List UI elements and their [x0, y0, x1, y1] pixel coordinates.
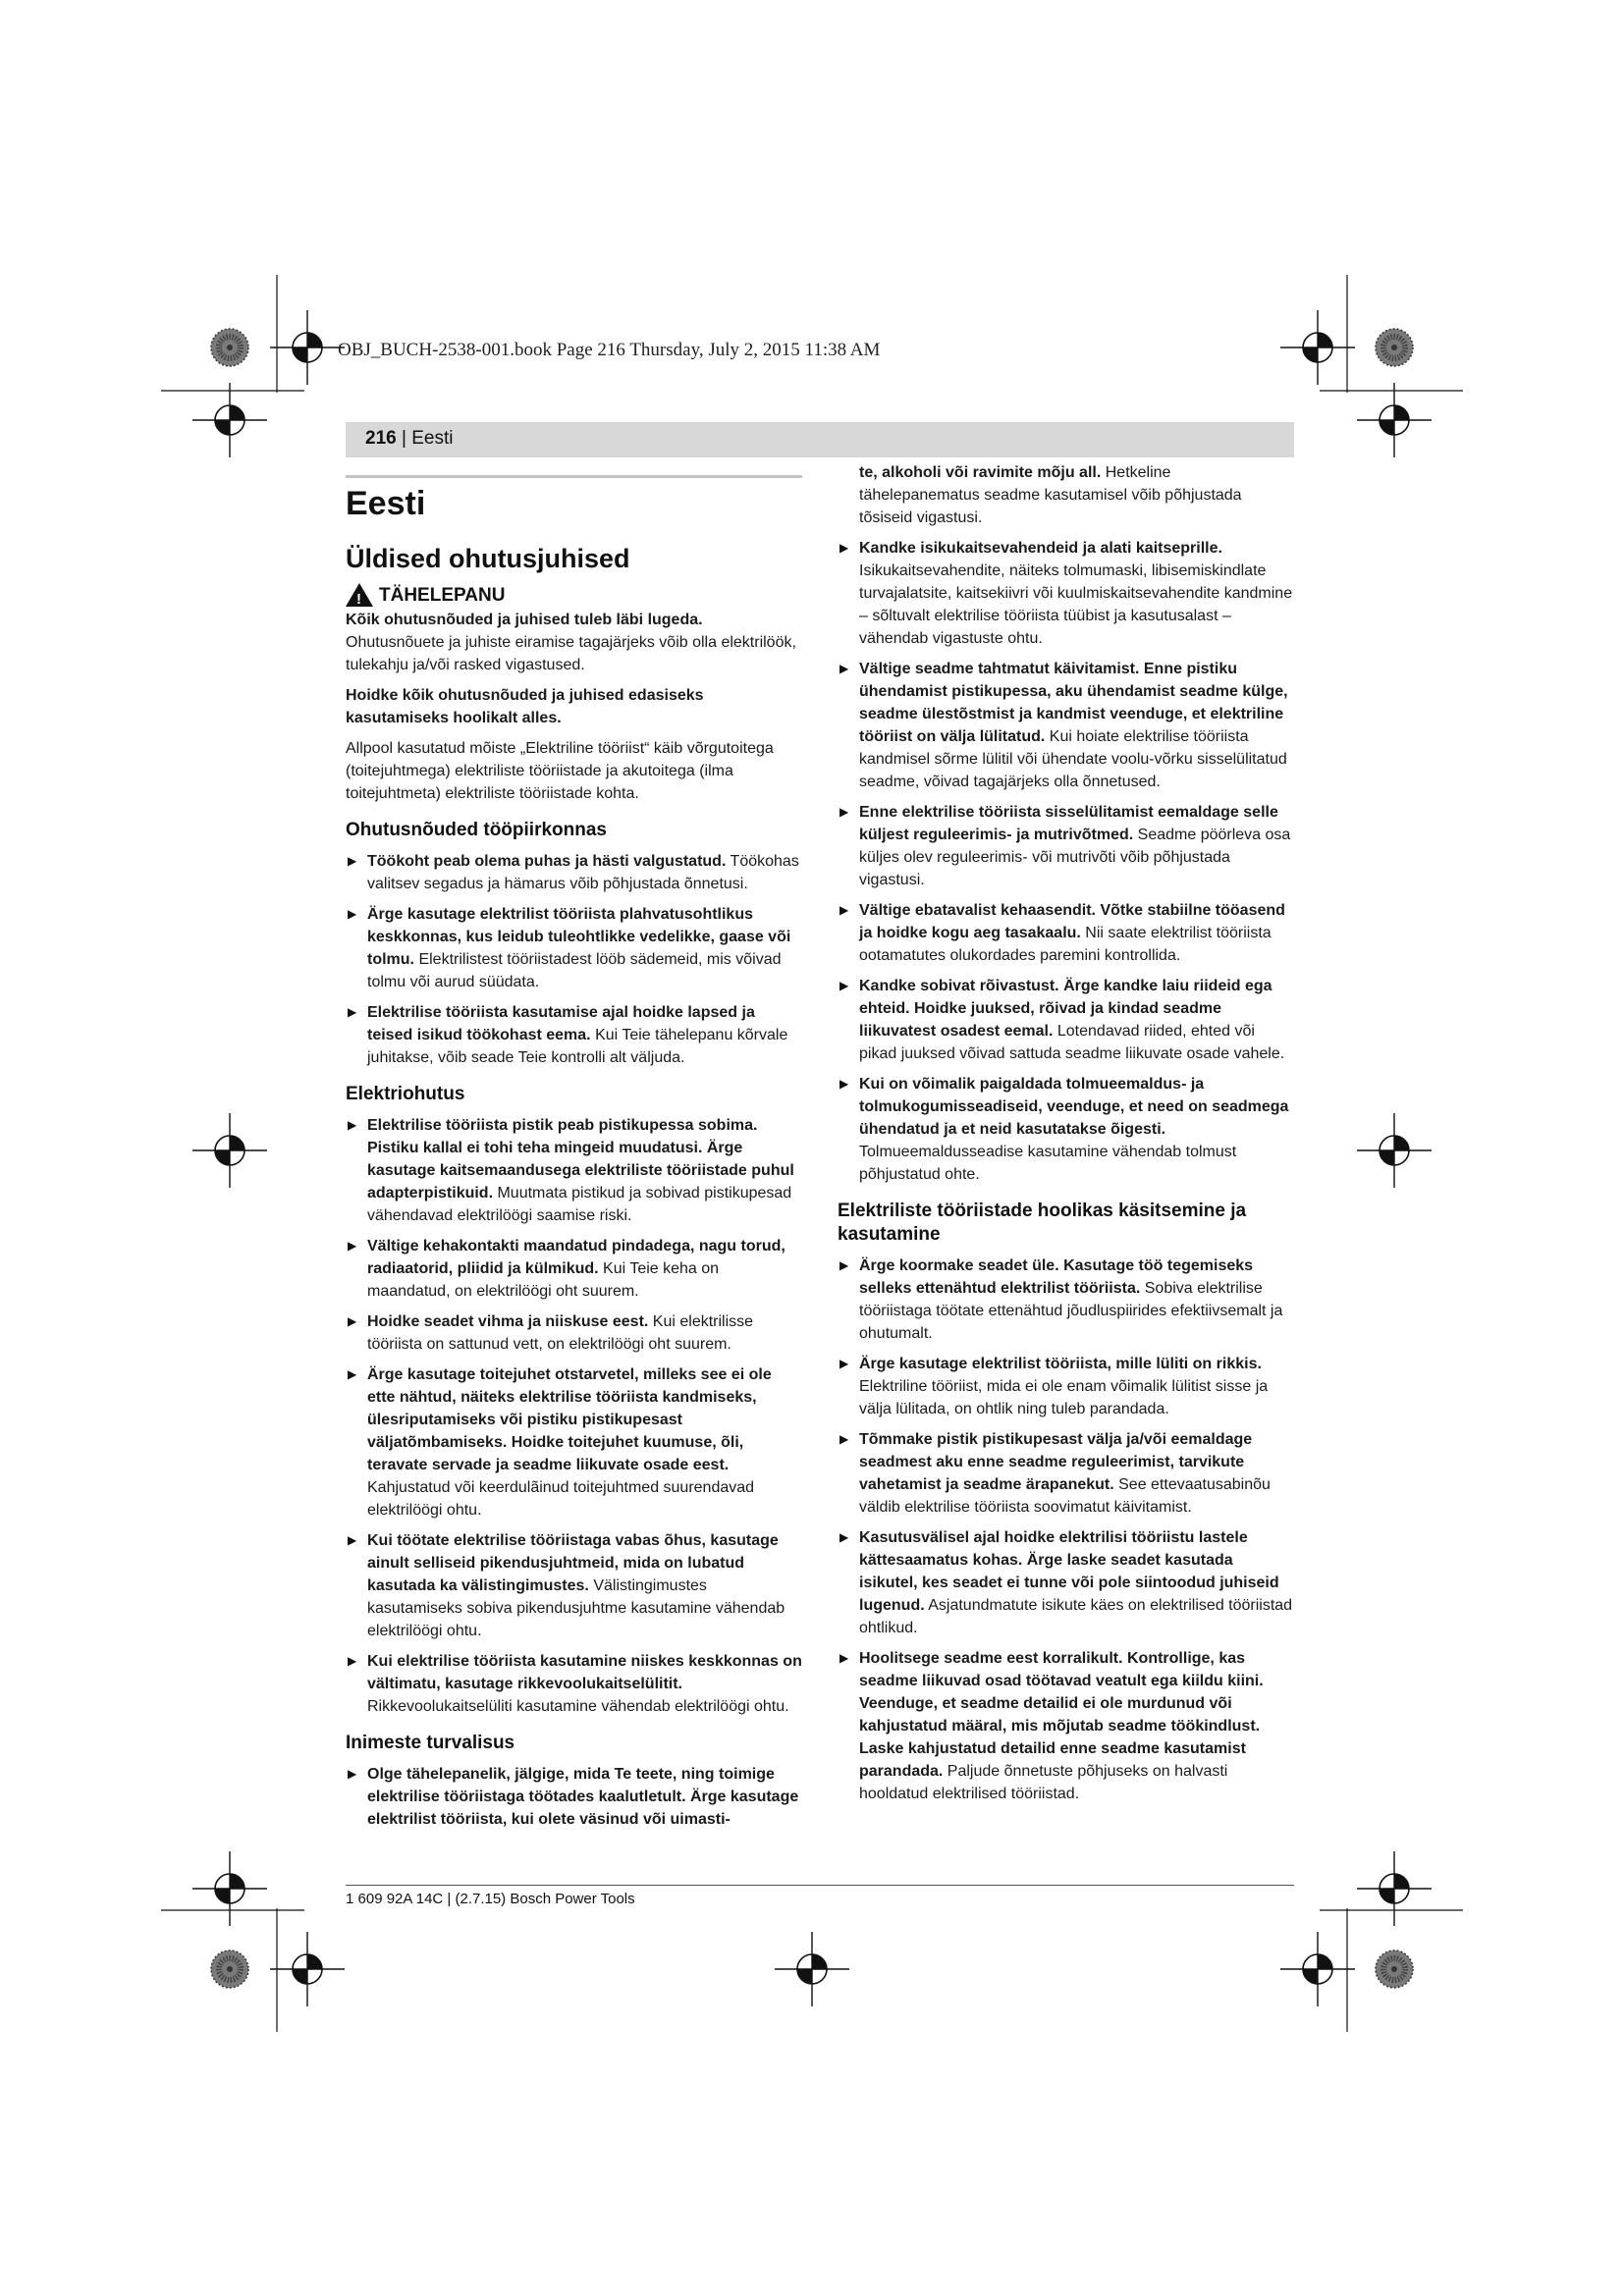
side-mark-left	[192, 1113, 267, 1188]
list-item: ▶ Ärge kasutage elektrilist tööriista plahvatusohtlikus keskkonnas, kus leidub tuleohtlikke vedelikke, gaase või tolmu. Elektrilistest tööriistadest lööb sädemeid, mis võivad tolmu või aurud süüdata.	[346, 903, 803, 993]
list-item: ▶ Kui on võimalik paigaldada tolmueemaldus- ja tolmukogumisseadiseid, veenduge, et need on seadmega ühendatud ja et neid kasutatakse õigesti. Tolmueemaldusseadise kasutamine vähendab tolmust põhjustatud ohte.	[838, 1073, 1295, 1186]
keep-instructions: Hoidke kõik ohutusnõuded ja juhised edasiseks kasutamiseks hoolikalt alles.	[346, 687, 704, 726]
section-heading: Ohutusnõuded tööpiirkonnas	[346, 820, 607, 840]
list-item: ▶ Kandke sobivat rõivastust. Ärge kandke laiu riideid ega ehteid. Hoidke juuksed, rõivad ja kindad seadme liikuvatest osadest eemal. Lotendavad riided, ehted või pikad juuksed võivad sattuda seadme liikuvate osade vahele.	[838, 975, 1295, 1065]
warning-bold: Kõik ohutusnõuded ja juhised tuleb läbi lugeda.	[346, 612, 703, 628]
list-item: ▶ Vältige ebatavalist kehaasendit. Võtke stabiilne tööasend ja hoidke kogu aeg tasakaalu. Nii saate elektrilist tööriista ootamatutes olukordades paremini kontrollida.	[838, 899, 1295, 967]
header-separator: |	[396, 428, 412, 449]
warning-label-box	[346, 583, 505, 607]
page-footer: 1 609 92A 14C | (2.7.15) Bosch Power Tools	[346, 1891, 635, 1907]
warning-block	[346, 581, 803, 607]
footer-rule	[346, 1885, 1294, 1886]
section-heading: Elektriliste tööriistade hoolikas käsitsemine ja kasutamine	[838, 1201, 1247, 1245]
list-item: ▶ Kandke isikukaitsevahendeid ja alati kaitseprille. Isikukaitsevahendite, näiteks tolmumaski, libisemiskindlate turvajalatsite, kaitsekiivri või kuulmiskaitsevahendite kandmine – sõltuvalt elektrilise tööriista tüübist ja kasutusalast – vähendab vigastuste ohtu.	[838, 537, 1295, 650]
warning-triangle-icon: !	[346, 583, 373, 607]
left-column	[346, 471, 803, 1839]
book-file-line: OBJ_BUCH-2538-001.book Page 216 Thursday, July 2, 2015 11:38 AM	[338, 340, 881, 360]
list-item: ▶ Enne elektrilise tööriista sisselülitamist eemaldage selle küljest reguleerimis- ja mutrivõtmed. Seadme pöörleva osa küljes olev reguleerimis- või mutrivõti võib põhjustada vigastusi.	[838, 801, 1295, 891]
section-heading: Inimeste turvalisus	[346, 1733, 515, 1753]
list-item: ▶ Olge tähelepanelik, jälgige, mida Te teete, ning toimige elektrilise tööriistaga töötades kaalutletult. Ärge kasutage elektrilist tööriista, kui olete väsinud või uimasti-	[346, 1763, 803, 1831]
list-item: ▶ Elektrilise tööriista pistik peab pistikupessa sobima. Pistiku kallal ei tohi teha mingeid muudatusi. Ärge kasutage kaitsemaandusega elektriliste tööriistade puhul adapterpistikuid. Muutmata pistikud ja sobivad pistikupesad vähendavad elektrilöögi saamise riski.	[346, 1114, 803, 1227]
page-header	[365, 428, 453, 450]
list-item: ▶ Kui elektrilise tööriista kasutamine niiskes keskkonnas on vältimatu, kasutage rikkevoolukaitselülitit. Rikkevoolukaitselüliti kasutamine vähendab elektrilöögi ohtu.	[346, 1650, 803, 1718]
list-item: ▶ Töökoht peab olema puhas ja hästi valgustatud. Töökohas valitsev segadus ja hämarus võib põhjustada õnnetusi.	[346, 850, 803, 895]
list-item: ▶ Vältige kehakontakti maandatud pindadega, nagu torud, radiaatorid, pliidid ja külmikud. Kui Teie keha on maandatud, on elektrilöögi oht suurem.	[346, 1235, 803, 1303]
intro-paragraph: Allpool kasutatud mõiste „Elektriline tööriist“ käib võrgutoitega (toitejuhtmega) elektriliste tööriistade ja akutoitega (ilma toitejuhtmeta) elektriliste tööriistade kohta.	[346, 740, 774, 802]
corner-mark-bottom-left	[161, 1851, 345, 2032]
list-item: ▶ Vältige seadme tahtmatut käivitamist. Enne pistiku ühendamist pistikupessa, aku ühendamist seadme külge, seadme ülestõstmist ja kandmist veenduge, et elektriline tööriist on välja lülitatud. Kui hoiate elektrilise tööriista kandmisel sõrme lülitil või ühendate voolu-võrku sisselülitatud seadme, võivad tagajärjeks olla õnnetused.	[838, 658, 1295, 793]
right-column	[838, 461, 1295, 1813]
corner-mark-bottom-right	[1280, 1851, 1463, 2032]
list-item: ▶ Hoolitsege seadme eest korralikult. Kontrollige, kas seadme liikuvad osad töötavad veatult ega kiildu kiini. Veenduge, et seadme detailid ei ole murdunud või kahjustatud määral, mis mõjutab seadme töökindlust. Laske kahjustatud detailid enne seadme kasutamist parandada. Paljude õnnetuste põhjuseks on halvasti hooldatud elektrilised tööriistad.	[838, 1647, 1295, 1805]
page-header-bar	[346, 422, 1294, 457]
corner-mark-top-left	[161, 275, 345, 457]
side-mark-right	[1357, 1113, 1432, 1188]
list-item: ▶ Kasutusvälisel ajal hoidke elektrilisi tööriistu lastele kättesaamatus kohas. Ärge laske seadet kasutada isikutel, kes seadet ei tunne või pole siintoodud juhiseid lugenud. Asjatundmatute isikute käes on elektrilised tööriistad ohtlikud.	[838, 1526, 1295, 1639]
corner-mark-top-right	[1280, 275, 1463, 457]
header-language: Eesti	[411, 428, 454, 449]
section-heading: Elektriohutus	[346, 1084, 465, 1104]
language-heading: Eesti	[346, 485, 426, 522]
page-number: 216	[365, 428, 397, 449]
list-item: ▶ Elektrilise tööriista kasutamise ajal hoidke lapsed ja teised isikud töökohast eema. Kui Teie tähelepanu kõrvale juhitakse, võib seade Teie kontrolli alt väljuda.	[346, 1001, 803, 1069]
list-item: ▶ Kui töötate elektrilise tööriistaga vabas õhus, kasutage ainult selliseid pikendusjuhtmeid, mida on lubatud kasutada ka välistingimustes. Välistingimustes kasutamiseks sobiva pikendusjuhtme kasutamine vähendab elektrilöögi ohtu.	[346, 1529, 803, 1642]
list-item: ▶ Tõmmake pistik pistikupesast välja ja/või eemaldage seadmest aku enne seadme reguleerimist, tarvikute vahetamist ja seadme ärapanekut. See ettevaatusabinõu väldib elektrilise tööriista soovimatut käivitamist.	[838, 1428, 1295, 1519]
list-item: ▶ Ärge kasutage toitejuhet otstarvetel, milleks see ei ole ette nähtud, näiteks elektrilise tööriista kandmiseks, ülesriputamiseks või pistiku pistikupesast väljatõmbamiseks. Hoidke toitejuhet kuumuse, õli, teravate servade ja seadme liikuvate osade eest. Kahjustatud või keerdulãinud toitejuhtmed suurendavad elektrilöögi ohtu.	[346, 1363, 803, 1522]
list-item: ▶ Ärge kasutage elektrilist tööriista, mille lüliti on rikkis. Elektriline tööriist, mida ei ole enam võimalik lülitist sisse ja välja lülitada, on ohtlik ning tuleb parandada.	[838, 1353, 1295, 1420]
section-title: Üldised ohutusjuhised	[346, 544, 630, 573]
bottom-center-mark	[775, 1932, 849, 2006]
list-item: ▶ Hoidke seadet vihma ja niiskuse eest. Kui elektrilisse tööriista on sattunud vett, on elektrilöögi oht suurem.	[346, 1310, 803, 1356]
warning-label: TÄHELEPANU	[379, 584, 506, 606]
warning-rest: Ohutusnõuete ja juhiste eiramise tagajärjeks võib olla elektrilöök, tulekahju ja/või rasked vigastused.	[346, 634, 796, 673]
continued-item: te, alkoholi või ravimite mõju all. Hetkeline tähelepanematus seadme kasutamisel võib põhjustada tõsiseid vigastusi.	[859, 464, 1242, 526]
warning-text	[346, 609, 803, 676]
list-item: ▶ Ärge koormake seadet üle. Kasutage töö tegemiseks selleks ettenähtud elektrilist tööriista. Sobiva elektrilise tööriistaga töötate ettenähtud jõudluspiirides efektiivsemalt ja ohutumalt.	[838, 1255, 1295, 1345]
